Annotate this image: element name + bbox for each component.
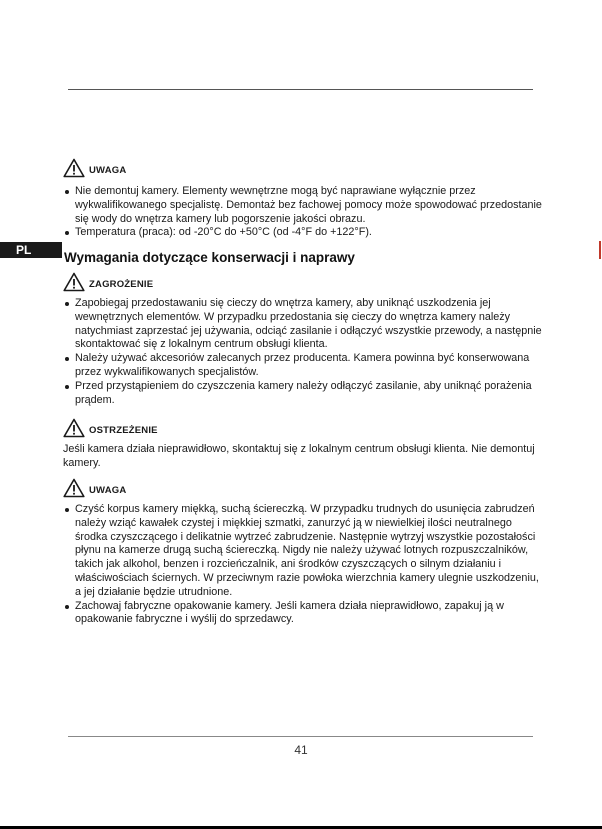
- warning-heading: [63, 158, 126, 178]
- list-item: Temperatura (praca): od -20°C do +50°C (od -4°F do +122°F).: [63, 226, 543, 240]
- language-tab: PL: [0, 242, 62, 258]
- list-item: Nie demontuj kamery. Elementy wewnętrzne mogą być naprawiane wyłącznie przez wykwalifikowanego specjalistę. Demontaż bez fachowej pomocy może spowodować przedostanie się wody do wnętrza kamery lub pogorszenie jakości obrazu.: [63, 185, 543, 226]
- list-item: Należy używać akcesoriów zalecanych przez producenta. Kamera powinna być konserwowana przez wykwalifikowanych specjalistów.: [63, 352, 543, 380]
- page-edge-mark: [599, 241, 601, 259]
- caution-label: OSTRZEŻENIE: [89, 425, 158, 436]
- list-item: Czyść korpus kamery miękką, suchą ściereczką. W przypadku trudnych do usunięcia zabrudzeń należy wziąć kawałek czystej i miękkiej szmatki, zanurzyć ją w niewielkiej ilości neutralnego środka czyszczącego i delikatnie wytrzeć zabrudzenie. Następnie wytrzyj wszystkie pozostałości płynu na kamerze drugą suchą ściereczką. Nigdy nie należy używać lotnych rozpuszczalników, takich jak alkohol, benzen i rozcieńczalnik, ani środków czyszczących o silnym działaniu i właściwościach ściernych. W przeciwnym razie powłoka wierzchnia kamery ulegnie uszkodzeniu, a jej działanie będzie utrudnione.: [63, 503, 543, 600]
- danger-heading: [63, 272, 153, 292]
- footer-rule: [68, 736, 533, 737]
- warning-triangle-icon: [63, 478, 85, 498]
- warning-list: [63, 185, 543, 240]
- warning-triangle-icon: [63, 272, 85, 292]
- list-item: Zachowaj fabryczne opakowanie kamery. Jeśli kamera działa nieprawidłowo, zapakuj ją w opakowanie fabryczne i wyślij do sprzedawcy.: [63, 600, 543, 628]
- list-item: Zapobiegaj przedostawaniu się cieczy do wnętrza kamery, aby uniknąć uszkodzenia jej wewnętrznych elementów. W przypadku przedostania się cieczy do wnętrza kamery należy natychmiast zaprzestać jej używania, odciąć zasilanie i odłączyć wszystkie przewody, a następnie skontaktować się z lokalnym centrum obsługi klienta.: [63, 297, 543, 352]
- warning-heading: [63, 478, 126, 498]
- header-rule: [68, 89, 533, 90]
- danger-list: [63, 297, 543, 407]
- warning-label: UWAGA: [89, 165, 127, 176]
- warning-list: [63, 503, 543, 627]
- list-item: Przed przystąpieniem do czyszczenia kamery należy odłączyć zasilanie, aby uniknąć porażenia prądem.: [63, 380, 543, 408]
- warning-label: UWAGA: [89, 485, 127, 496]
- warning-triangle-icon: [63, 418, 85, 438]
- section-title: Wymagania dotyczące konserwacji i naprawy: [64, 250, 355, 265]
- page-number: 41: [294, 743, 308, 757]
- warning-triangle-icon: [63, 158, 85, 178]
- caution-text: Jeśli kamera działa nieprawidłowo, skontaktuj się z lokalnym centrum obsługi klienta. Nie demontuj kamery.: [63, 443, 535, 469]
- danger-label: ZAGROŻENIE: [89, 279, 154, 290]
- caution-heading: [63, 418, 158, 438]
